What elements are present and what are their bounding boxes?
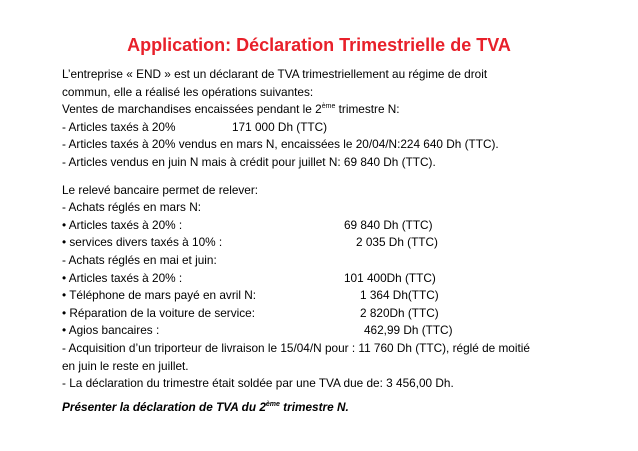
releve-item-value: 462,99 Dh (TTC): [364, 323, 453, 338]
articles-line-2: - Articles taxés à 20% vendus en mars N, encaissées le 20/04/N:224 640 Dh (TTC).: [62, 137, 499, 152]
task-text-a: Présenter la déclaration de TVA du 2: [62, 399, 266, 414]
ventes-heading: [62, 101, 582, 119]
articles-line-1: [62, 119, 582, 137]
releve-item: [62, 322, 582, 340]
task-text-b: trimestre N.: [279, 399, 349, 414]
releve-item-label: • Agios bancaires :: [62, 323, 160, 338]
releve-item-label: • Réparation de la voiture de service:: [62, 305, 255, 320]
releve-item-value: 101 400Dh (TTC): [344, 270, 436, 285]
releve-item-value: 2 035 Dh (TTC): [356, 235, 438, 250]
achats-mai-juin-heading: - Achats réglés en mai et juin:: [62, 252, 217, 267]
page-title: Application: Déclaration Trimestrielle de TVA: [127, 35, 511, 55]
releve-item: [62, 234, 582, 252]
releve-item: [62, 217, 582, 235]
acquisition-line-1: - Acquisition d’un triporteur de livraison le 15/04/N pour : 11 760 Dh (TTC), réglé de moitié: [62, 340, 530, 355]
ventes-text-b: trimestre N:: [335, 102, 400, 117]
releve-item: [62, 287, 582, 305]
articles-1-value: 171 000 Dh (TTC): [232, 119, 328, 134]
releve-item-label: • services divers taxés à 10% :: [62, 235, 223, 250]
releve-item-label: • Articles taxés à 20% :: [62, 270, 183, 285]
ventes-text-a: Ventes de marchandises encaissées pendant le 2: [62, 102, 322, 117]
releve-item-value: 1 364 Dh(TTC): [360, 288, 439, 303]
achats-mars-heading: - Achats réglés en mars N:: [62, 200, 201, 215]
releve-item: [62, 305, 582, 323]
intro-line-1: L’entreprise « END » est un déclarant de TVA trimestriellement au régime de droit: [62, 67, 488, 81]
articles-1-label: - Articles taxés à 20%: [62, 119, 176, 134]
releve-item-value: 2 820Dh (TTC): [360, 305, 439, 320]
task-instruction: [62, 399, 582, 417]
ventes-superscript: ème: [321, 103, 336, 111]
releve-item-label: • Téléphone de mars payé en avril N:: [62, 288, 257, 303]
exercise-body: [62, 66, 582, 416]
declaration-line: - La déclaration du trimestre était soldée par une TVA due de: 3 456,00 Dh.: [62, 376, 454, 391]
acquisition-line-2: en juin le reste en juillet.: [62, 358, 189, 373]
articles-line-3: - Articles vendus en juin N mais à crédit pour juillet N: 69 840 Dh (TTC).: [62, 154, 436, 169]
releve-heading: Le relevé bancaire permet de relever:: [62, 182, 259, 197]
releve-item-value: 69 840 Dh (TTC): [344, 217, 433, 232]
releve-item-label: • Articles taxés à 20% :: [62, 217, 183, 232]
spacer: [62, 172, 582, 182]
releve-item: [62, 270, 582, 288]
intro-line-2: commun, elle a réalisé les opérations suivantes:: [62, 84, 314, 99]
task-superscript: ème: [265, 400, 280, 408]
